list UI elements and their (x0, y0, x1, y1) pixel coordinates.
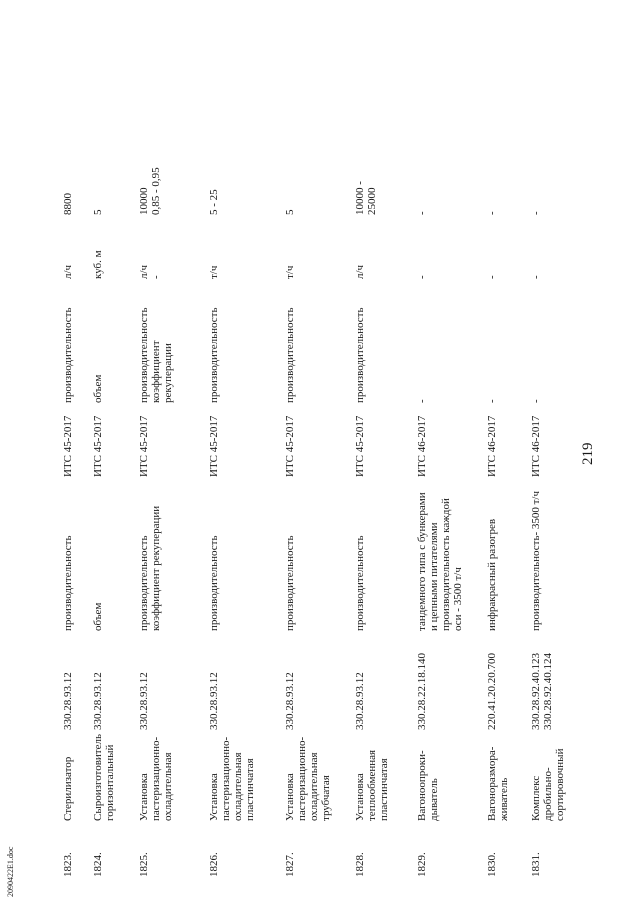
table-row (486, 151, 530, 877)
equipment-name-line: Установка (284, 773, 296, 821)
okpd-code-line: 330.28.92.40.124 (542, 653, 554, 730)
equipment-name-line: Стерилизатор (62, 756, 74, 821)
okpd-code (92, 631, 138, 730)
parameter-name (92, 279, 138, 403)
parameter-name-line: рекуперации (162, 343, 174, 403)
parameter-value-line: 5 (92, 209, 104, 215)
parameter-value (416, 151, 486, 215)
characteristic-description-line: производительность (354, 535, 366, 631)
parameter-value-line: 5 (284, 209, 296, 215)
okpd-code (486, 631, 530, 730)
its-reference: ИТС 45-2017 (62, 415, 74, 477)
parameter-value-line: 10000 (138, 187, 150, 215)
characteristic-description (284, 477, 354, 631)
characteristic-description (208, 477, 284, 631)
parameter-value (354, 151, 416, 215)
table-row (62, 151, 92, 877)
characteristic-description-line: объем (92, 602, 104, 631)
unit-line: куб. м (92, 250, 104, 279)
parameter-name (486, 279, 530, 403)
equipment-name-line: сортировочный (554, 748, 566, 821)
okpd-code-line: 330.28.93.12 (284, 672, 296, 730)
parameter-value (486, 151, 530, 215)
parameter-value-line: 0,85 - 0,95 (150, 167, 162, 215)
equipment-name-line: пастеризационно- (150, 736, 162, 821)
parameter-value (208, 151, 284, 215)
unit (138, 215, 208, 279)
characteristic-description-line: тандемного типа с бункерами (416, 492, 428, 631)
equipment-table-body (62, 151, 586, 877)
okpd-code-line: 330.28.93.12 (354, 672, 366, 730)
row-number: 1826. (208, 852, 220, 877)
okpd-code (530, 631, 586, 730)
unit (284, 215, 354, 279)
equipment-name (62, 730, 92, 821)
its-reference: ИТС 45-2017 (284, 415, 296, 477)
table-row (416, 151, 486, 877)
parameter-name-line: - (530, 399, 542, 403)
row-number: 1825. (138, 852, 150, 877)
okpd-code-line: 330.28.22.18.140 (416, 653, 428, 730)
parameter-value-line: 25000 (366, 187, 378, 215)
parameter-value-line: 8800 (62, 193, 74, 215)
characteristic-description (354, 477, 416, 631)
equipment-name (284, 730, 354, 821)
characteristic-description-line: коэффициент рекуперации (150, 505, 162, 631)
its-reference: ИТС 46-2017 (416, 415, 428, 477)
equipment-name-line: Установка (208, 773, 220, 821)
parameter-value-line: - (486, 211, 498, 215)
table-row (354, 151, 416, 877)
characteristic-description-line: производительность каждой (440, 498, 452, 631)
parameter-name (416, 279, 486, 403)
row-number: 1831. (530, 852, 542, 877)
unit-line: - (416, 275, 428, 279)
okpd-code (138, 631, 208, 730)
its-reference: ИТС 45-2017 (138, 415, 150, 477)
equipment-name (354, 730, 416, 821)
parameter-name (530, 279, 586, 403)
parameter-value (284, 151, 354, 215)
parameter-value (92, 151, 138, 215)
unit-line: т/ч (284, 265, 296, 279)
okpd-code-line: 330.28.92.40.123 (530, 653, 542, 730)
equipment-name (138, 730, 208, 821)
its-reference: ИТС 46-2017 (486, 415, 498, 477)
its-reference: ИТС 45-2017 (354, 415, 366, 477)
okpd-code-line: 330.28.93.12 (92, 672, 104, 730)
okpd-code (354, 631, 416, 730)
page-number: 219 (580, 442, 596, 465)
equipment-name-line: Комплекс (530, 775, 542, 821)
equipment-name-line: охладительная (162, 752, 174, 821)
characteristic-description (530, 477, 586, 631)
okpd-code (416, 631, 486, 730)
characteristic-description (62, 477, 92, 631)
unit (62, 215, 92, 279)
parameter-value (138, 151, 208, 215)
equipment-name-line: Установка (138, 773, 150, 821)
its-reference: ИТС 46-2017 (530, 415, 542, 477)
parameter-value (530, 151, 586, 215)
unit (354, 215, 416, 279)
parameter-name-line: производительность (62, 307, 74, 403)
equipment-name (416, 730, 486, 821)
unit-line: - (486, 275, 498, 279)
equipment-name (486, 730, 530, 821)
row-number: 1828. (354, 852, 366, 877)
equipment-name-line: теплообменная (366, 749, 378, 821)
okpd-code-line: 220.41.20.20.700 (486, 653, 498, 730)
parameter-name-line: производительность (284, 307, 296, 403)
characteristic-description-line: производительность- 3500 т/ч (530, 490, 542, 631)
equipment-name-line: горизонтальный (104, 744, 116, 821)
equipment-name-line: пластинчатая (378, 758, 390, 821)
equipment-table (62, 151, 586, 877)
parameter-name (138, 279, 208, 403)
equipment-name-line: трубчатая (320, 775, 332, 821)
parameter-name-line: объем (92, 374, 104, 403)
okpd-code (208, 631, 284, 730)
parameter-value-line: 10000 - (354, 181, 366, 215)
okpd-code-line: 330.28.93.12 (62, 672, 74, 730)
equipment-name-line: Установка (354, 773, 366, 821)
parameter-value-line: - (530, 211, 542, 215)
characteristic-description-line: производительность (62, 535, 74, 631)
equipment-name (92, 730, 138, 821)
unit-line: - (150, 275, 162, 279)
unit-line: л/ч (62, 264, 74, 279)
parameter-name (284, 279, 354, 403)
okpd-code-line: 330.28.93.12 (138, 672, 150, 730)
parameter-name-line: производительность (208, 307, 220, 403)
unit (92, 215, 138, 279)
characteristic-description-line: производительность (208, 535, 220, 631)
parameter-name-line: - (416, 399, 428, 403)
unit-line: т/ч (208, 265, 220, 279)
unit (416, 215, 486, 279)
characteristic-description (416, 477, 486, 631)
table-row (530, 151, 586, 877)
table-row (284, 151, 354, 877)
equipment-name-line: дыватель (428, 778, 440, 821)
unit-line: л/ч (138, 264, 150, 279)
unit (486, 215, 530, 279)
unit (208, 215, 284, 279)
parameter-value-line: - (416, 211, 428, 215)
equipment-name-line: пастеризационно- (220, 736, 232, 821)
table-row (208, 151, 284, 877)
row-number: 1823. (62, 852, 74, 877)
parameter-name-line: - (486, 399, 498, 403)
parameter-value-line: 5 - 25 (208, 189, 220, 215)
parameter-name (62, 279, 92, 403)
parameter-name-line: производительность (138, 307, 150, 403)
unit-line: л/ч (354, 264, 366, 279)
unit (530, 215, 586, 279)
equipment-name-line: Сыроизготовитель (92, 734, 104, 821)
equipment-name-line: Вагоноопроки- (416, 750, 428, 821)
characteristic-description (138, 477, 208, 631)
okpd-code (284, 631, 354, 730)
equipment-name-line: Вагоноразмора- (486, 746, 498, 821)
row-number: 1830. (486, 852, 498, 877)
row-number: 1827. (284, 852, 296, 877)
parameter-name-line: производительность (354, 307, 366, 403)
characteristic-description-line: и цепными питателями (428, 522, 440, 631)
characteristic-description (92, 477, 138, 631)
equipment-name-line: живатель (498, 777, 510, 821)
okpd-code-line: 330.28.93.12 (208, 672, 220, 730)
characteristic-description-line: оси - 3500 т/ч (452, 567, 464, 631)
parameter-name (354, 279, 416, 403)
equipment-name (208, 730, 284, 821)
equipment-name-line: пластинчатая (244, 758, 256, 821)
characteristic-description-line: производительность (284, 535, 296, 631)
its-reference: ИТС 45-2017 (208, 415, 220, 477)
equipment-name-line: охладительная (308, 752, 320, 821)
characteristic-description (486, 477, 530, 631)
document-file-id: 2090422E1.doc (6, 846, 15, 897)
parameter-name (208, 279, 284, 403)
table-row (138, 151, 208, 877)
parameter-value (62, 151, 92, 215)
row-number: 1829. (416, 852, 428, 877)
row-number: 1824. (92, 852, 104, 877)
equipment-name-line: дробильно- (542, 767, 554, 821)
equipment-name-line: охладительная (232, 752, 244, 821)
table-row (92, 151, 138, 877)
unit-line: - (530, 275, 542, 279)
okpd-code (62, 631, 92, 730)
characteristic-description-line: инфракрасный разогрев (486, 518, 498, 631)
equipment-name (530, 730, 586, 821)
its-reference: ИТС 45-2017 (92, 415, 104, 477)
equipment-name-line: пастеризационно- (296, 736, 308, 821)
parameter-name-line: коэффициент (150, 340, 162, 403)
characteristic-description-line: производительность (138, 535, 150, 631)
